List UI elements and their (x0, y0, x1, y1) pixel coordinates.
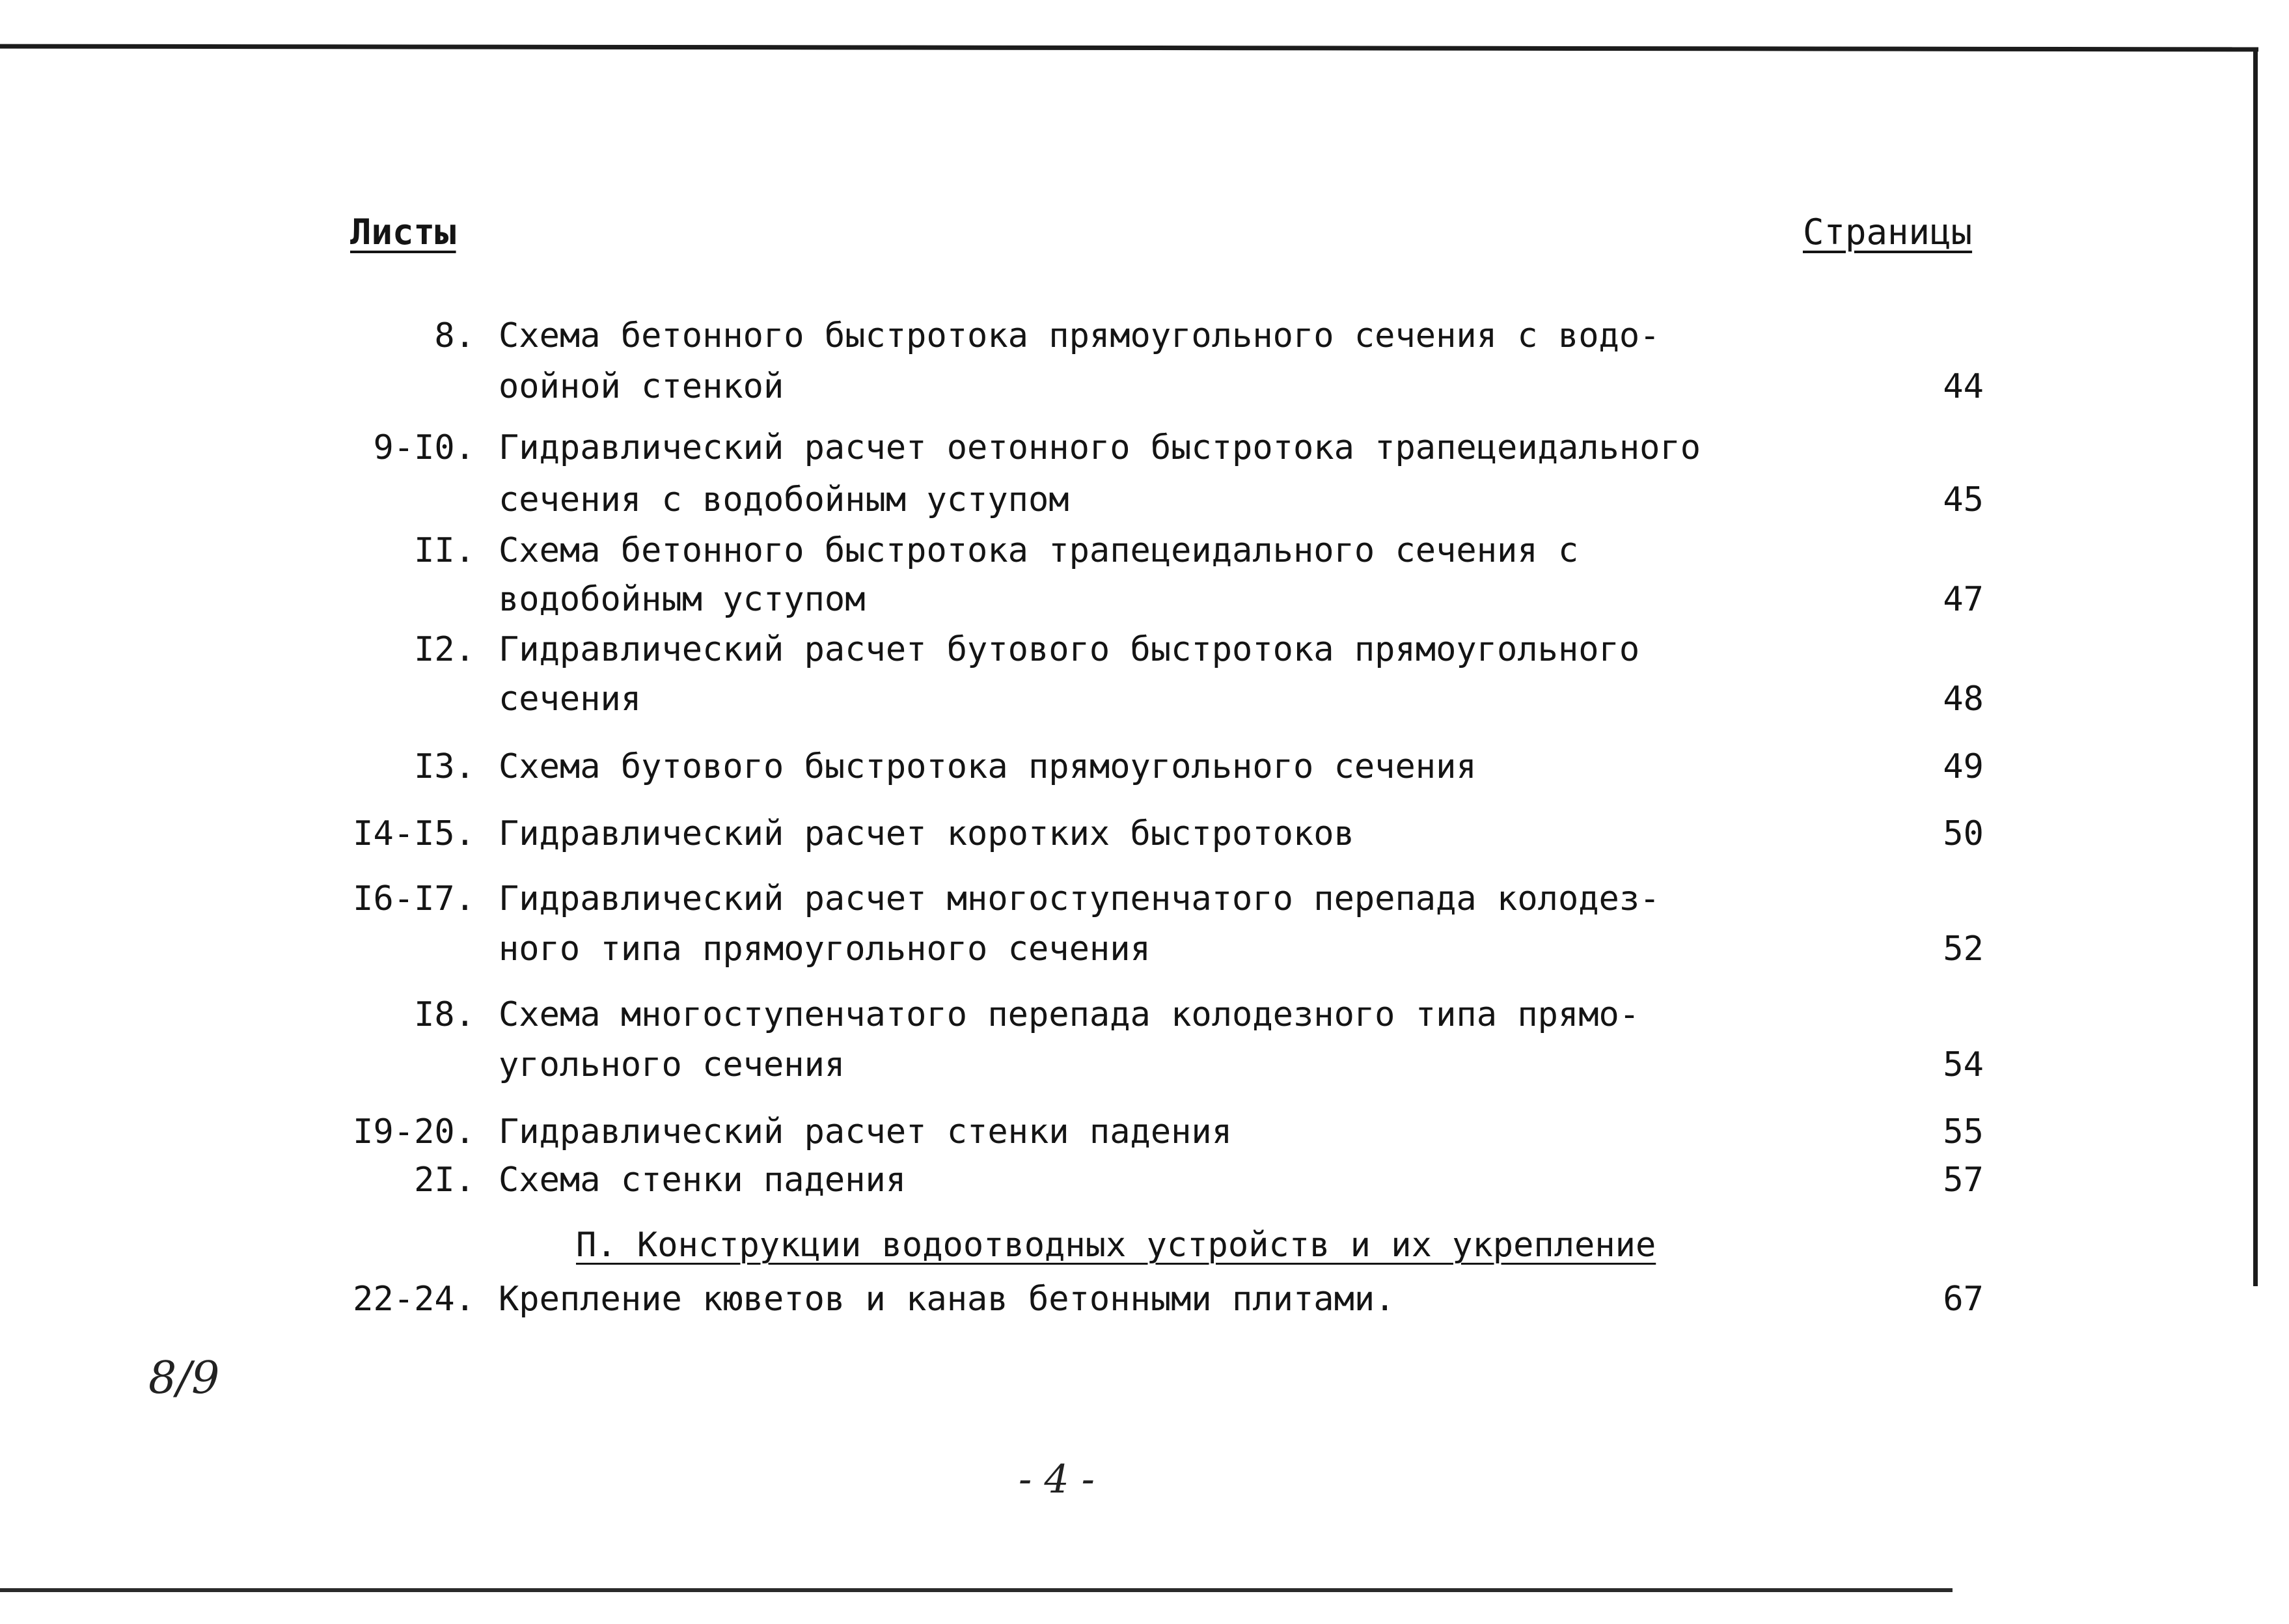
sheet-number: I2. (414, 630, 475, 669)
entry-text: сечения с водобойным уступом (499, 480, 1069, 519)
entry-text: Схема бетонного быстротока прямоугольного сечения с водо- (499, 316, 1660, 355)
sheet-number: I8. (414, 995, 475, 1034)
page-ref: 67 (1943, 1280, 1984, 1319)
pages-column-header: Страницы (1803, 212, 1973, 253)
page-ref: 54 (1943, 1045, 1984, 1084)
page-ref: 44 (1943, 367, 1984, 406)
sheet-number: II. (414, 531, 475, 570)
entry-text: Гидравлический расчет бутового быстротока прямоугольного (499, 630, 1640, 669)
page-ref: 55 (1943, 1112, 1984, 1151)
entry-text: Гидравлический расчет оетонного быстротока трапецеидального (499, 428, 1701, 467)
page-ref: 49 (1943, 747, 1984, 786)
section-heading: П. Конструкции водоотводных устройств и их укрепление (576, 1226, 1656, 1265)
handwritten-note: 8/9 (148, 1353, 220, 1404)
sheet-number: 8. (434, 316, 475, 355)
page-ref: 50 (1943, 814, 1984, 853)
entry-text: Крепление кюветов и канав бетонными плитами. (499, 1280, 1395, 1319)
right-border-line (2253, 49, 2258, 1286)
entry-text: Гидравлический расчет многоступенчатого перепада колодез- (499, 879, 1660, 918)
entry-text: Схема бетонного быстротока трапецеидального сечения с (499, 531, 1579, 570)
sheet-number: I9-20. (353, 1112, 475, 1151)
sheet-number: I4-I5. (353, 814, 475, 853)
entry-text: Схема бутового быстротока прямоугольного сечения (499, 747, 1477, 786)
bottom-border-line (0, 1588, 1953, 1592)
page-ref: 52 (1943, 929, 1984, 969)
sheets-column-header: Листы (350, 212, 456, 253)
page-ref: 57 (1943, 1161, 1984, 1200)
entry-text: сечения (499, 680, 642, 719)
entry-text: Гидравлический расчет коротких быстротоков (499, 814, 1354, 853)
entry-text: Гидравлический расчет стенки падения (499, 1112, 1233, 1151)
entry-text: ного типа прямоугольного сечения (499, 929, 1151, 969)
page-ref: 48 (1943, 680, 1984, 719)
sheet-number: I6-I7. (353, 879, 475, 918)
entry-text: водобойным уступом (499, 580, 866, 619)
entry-text: Схема стенки падения (499, 1161, 907, 1200)
sheet-number: 22-24. (353, 1280, 475, 1319)
entry-text: оойной стенкой (499, 367, 784, 406)
sheet-number: 2I. (414, 1161, 475, 1200)
page-ref: 47 (1943, 580, 1984, 619)
page-number: - 4 - (1019, 1457, 1095, 1502)
entry-text: угольного сечения (499, 1045, 845, 1084)
sheet-number: 9-I0. (373, 428, 475, 467)
page-ref: 45 (1943, 480, 1984, 519)
top-border-line (0, 44, 2258, 52)
sheet-number: I3. (414, 747, 475, 786)
entry-text: Схема многоступенчатого перепада колодезного типа прямо- (499, 995, 1640, 1034)
